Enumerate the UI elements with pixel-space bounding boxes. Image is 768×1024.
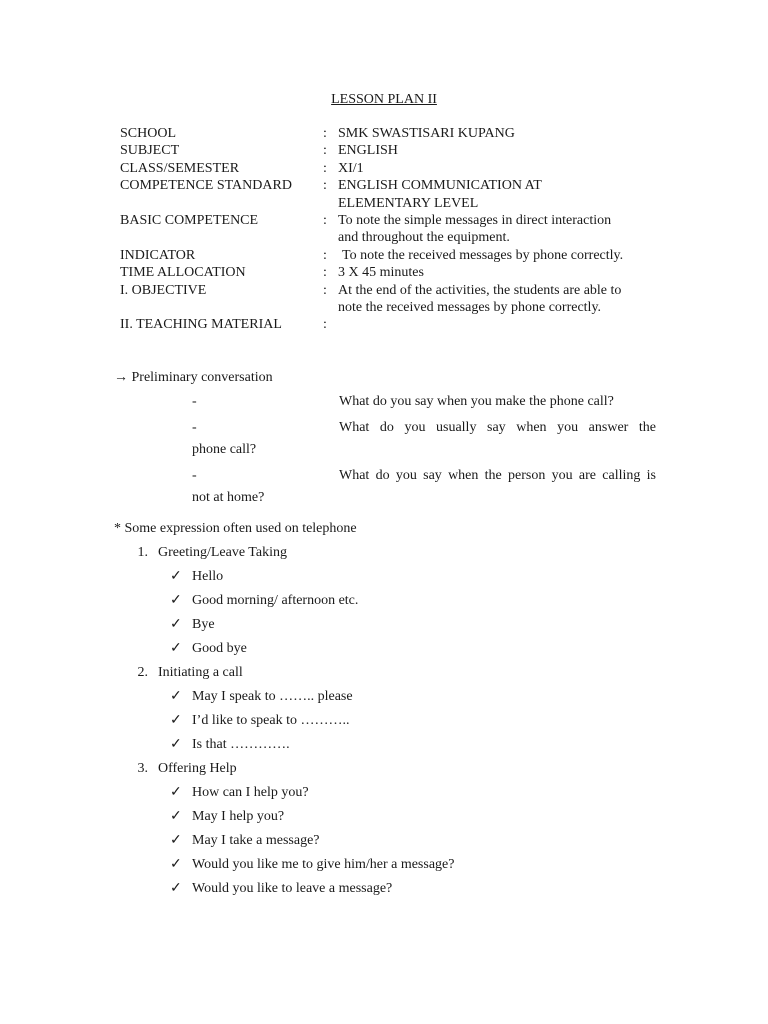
info-value (338, 212, 658, 247)
info-colon: : (323, 247, 327, 263)
list-item-text: Is that …………. (192, 737, 290, 752)
info-colon: : (323, 160, 327, 176)
info-colon: : (323, 282, 327, 298)
info-row (120, 282, 660, 317)
checkmark-icon: ✓ (170, 833, 182, 848)
list-item-text: Good bye (192, 641, 247, 656)
info-colon: : (323, 317, 327, 333)
preliminary-heading: → Preliminary conversation (114, 370, 273, 385)
info-label: CLASS/SEMESTER (120, 160, 240, 176)
info-value (338, 247, 658, 264)
dash-bullet: - (192, 468, 197, 483)
info-row (120, 160, 660, 177)
category-title: Offering Help (158, 761, 237, 776)
list-item-text: Bye (192, 617, 215, 632)
info-label: TIME ALLOCATION (120, 265, 246, 281)
info-value-line: ENGLISH (338, 143, 398, 159)
list-item-text: May I speak to …….. please (192, 689, 353, 704)
list-item (170, 688, 674, 706)
question-continuation: phone call? (192, 442, 257, 457)
list-item (170, 832, 674, 850)
info-value (338, 282, 658, 317)
question-text: What do you usually say when you answer the (339, 420, 656, 435)
category-heading (114, 664, 674, 682)
info-value (338, 264, 658, 281)
page-title: LESSON PLAN II (331, 92, 437, 107)
info-value-line: ELEMENTARY LEVEL (338, 195, 479, 211)
category-number: 2. (137, 665, 148, 680)
list-item (170, 616, 674, 634)
info-row (120, 316, 660, 333)
info-colon: : (323, 213, 327, 229)
info-label: SCHOOL (120, 126, 177, 141)
info-row (120, 142, 660, 159)
list-item-text: I’d like to speak to ……….. (192, 713, 350, 728)
info-row (120, 125, 660, 142)
expression-category (114, 664, 674, 754)
info-table (120, 125, 660, 334)
info-row (120, 212, 660, 247)
category-heading (114, 544, 674, 562)
dash-bullet: - (192, 394, 197, 409)
checkmark-icon: ✓ (170, 881, 182, 896)
info-value-line: note the received messages by phone correctly. (338, 300, 602, 316)
list-item-text: Hello (192, 569, 224, 584)
category-number: 3. (137, 761, 148, 776)
info-value-line: 3 X 45 minutes (338, 265, 424, 281)
info-label: COMPETENCE STANDARD (120, 178, 292, 194)
info-value (338, 160, 658, 177)
info-value-line: and throughout the equipment. (338, 230, 510, 246)
checkmark-icon: ✓ (170, 641, 182, 656)
question-text: What do you say when you make the phone call? (339, 394, 614, 409)
info-value-line: At the end of the activities, the students are able to (338, 282, 622, 298)
info-label: BASIC COMPETENCE (120, 213, 259, 229)
info-row (120, 177, 660, 212)
category-title: Initiating a call (158, 665, 243, 680)
info-value (338, 177, 658, 212)
expressions-heading: * Some expression often used on telephone (114, 521, 357, 536)
checkmark-icon: ✓ (170, 593, 182, 608)
list-item-text: May I help you? (192, 809, 285, 824)
info-colon: : (323, 143, 327, 159)
info-colon: : (323, 126, 327, 141)
info-value (338, 316, 658, 333)
info-value-line: To note the simple messages in direct interaction (338, 213, 612, 229)
list-item (170, 568, 674, 586)
question-item (114, 465, 674, 509)
list-item-text: Good morning/ afternoon etc. (192, 593, 359, 608)
info-row (120, 264, 660, 281)
list-item-text: May I take a message? (192, 833, 320, 848)
info-value (338, 142, 658, 159)
list-item (170, 880, 674, 898)
info-value-line: XI/1 (338, 160, 364, 176)
info-colon: : (323, 265, 327, 281)
list-item (170, 592, 674, 610)
checkmark-icon: ✓ (170, 617, 182, 632)
question-item (114, 417, 674, 461)
question-continuation: not at home? (192, 490, 265, 505)
expression-category (114, 760, 674, 898)
checkmark-icon: ✓ (170, 569, 182, 584)
list-item-text: How can I help you? (192, 785, 309, 800)
info-value-line: ENGLISH COMMUNICATION AT (338, 178, 542, 194)
info-label: I. OBJECTIVE (120, 282, 207, 298)
list-item (170, 640, 674, 658)
info-value-line: To note the received messages by phone correctly. (342, 247, 624, 263)
question-item (114, 391, 674, 413)
info-row (120, 247, 660, 264)
expression-category (114, 544, 674, 658)
info-value-line: SMK SWASTISARI KUPANG (338, 126, 515, 141)
info-colon: : (323, 178, 327, 194)
checkmark-icon: ✓ (170, 713, 182, 728)
info-label: II. TEACHING MATERIAL (120, 317, 282, 333)
category-heading (114, 760, 674, 778)
dash-bullet: - (192, 420, 197, 435)
checkmark-icon: ✓ (170, 809, 182, 824)
info-label: INDICATOR (120, 247, 196, 263)
checkmark-icon: ✓ (170, 785, 182, 800)
category-number: 1. (137, 545, 148, 560)
checkmark-icon: ✓ (170, 857, 182, 872)
list-item-text: Would you like to leave a message? (192, 881, 393, 896)
category-title: Greeting/Leave Taking (158, 545, 287, 560)
list-item (170, 712, 674, 730)
info-value (338, 125, 658, 142)
checkmark-icon: ✓ (170, 689, 182, 704)
list-item (170, 808, 674, 826)
question-text: What do you say when the person you are calling is (339, 468, 656, 483)
list-item-text: Would you like me to give him/her a message? (192, 857, 455, 872)
list-item (170, 856, 674, 874)
info-label: SUBJECT (120, 143, 180, 159)
list-item (170, 736, 674, 754)
list-item (170, 784, 674, 802)
preliminary-section (114, 369, 674, 509)
checkmark-icon: ✓ (170, 737, 182, 752)
expressions-section (114, 520, 674, 898)
